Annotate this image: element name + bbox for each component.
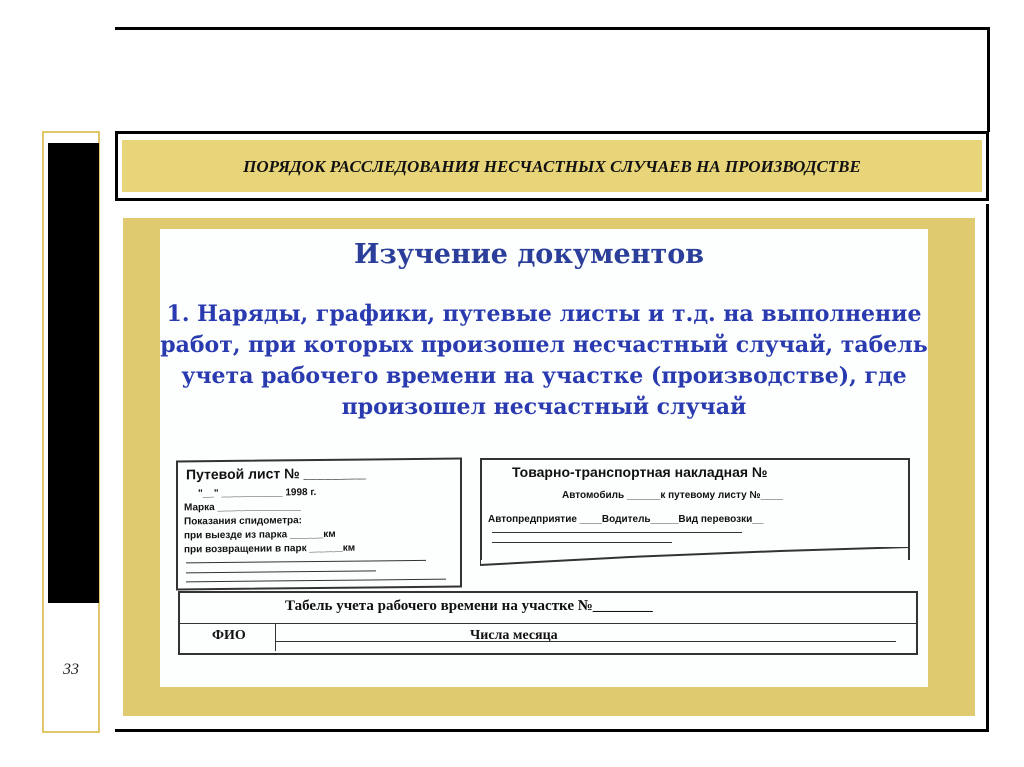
invoice-vehicle: Автомобиль ______к путевому листу №____ [562,490,783,501]
timesheet-col-days: Числа месяца [470,628,558,643]
page-number-box [42,610,100,730]
timesheet-header: Табель учета рабочего времени на участке №________ [285,598,653,614]
invoice-torn-edge [480,547,910,567]
timesheet-column-divider [275,623,276,651]
slide-top-frame [115,27,990,132]
content-heading: Изучение документов [353,239,704,270]
waybill-line [186,560,426,564]
timesheet-line [180,623,916,624]
waybill-brand: Марка _______________ [184,501,301,514]
timesheet-col-name: ФИО [212,628,246,643]
invoice-enterprise: Автопредприятие ____Водитель_____Вид перевозки__ [488,514,764,525]
waybill-odometer: Показания спидометра: [184,515,302,528]
document-image [160,229,928,687]
waybill-line [186,570,376,573]
invoice-header: Товарно-транспортная накладная № [512,464,768,480]
waybill-line [186,579,446,583]
waybill-header: Путевой лист № ________ [186,464,366,483]
waybill-date: "__" ___________ 1998 г. [198,487,317,500]
waybill-return: при возвращении в парк ______км [184,542,356,556]
invoice-form [480,458,910,560]
waybill-form [176,458,462,591]
title-background [122,140,982,192]
timesheet-line [276,641,896,642]
slide-title: ПОРЯДОК РАССЛЕДОВАНИЯ НЕСЧАСТНЫХ СЛУЧАЕВ НА ПРОИЗВОДСТВЕ [243,156,861,176]
timesheet-form [178,591,918,655]
left-decor-bar [48,143,99,603]
page-number: 33 [63,661,79,678]
title-bar [115,131,989,201]
invoice-line [492,532,742,533]
content-paragraph: 1. Наряды, графики, путевые листы и т.д. на выполнение работ, при которых произошел несчастный случай, табель учета рабочего времени на участке (производстве), где произошел несчастный случай [160,301,928,420]
invoice-line [492,542,672,543]
waybill-exit: при выезде из парка ______км [184,528,336,542]
